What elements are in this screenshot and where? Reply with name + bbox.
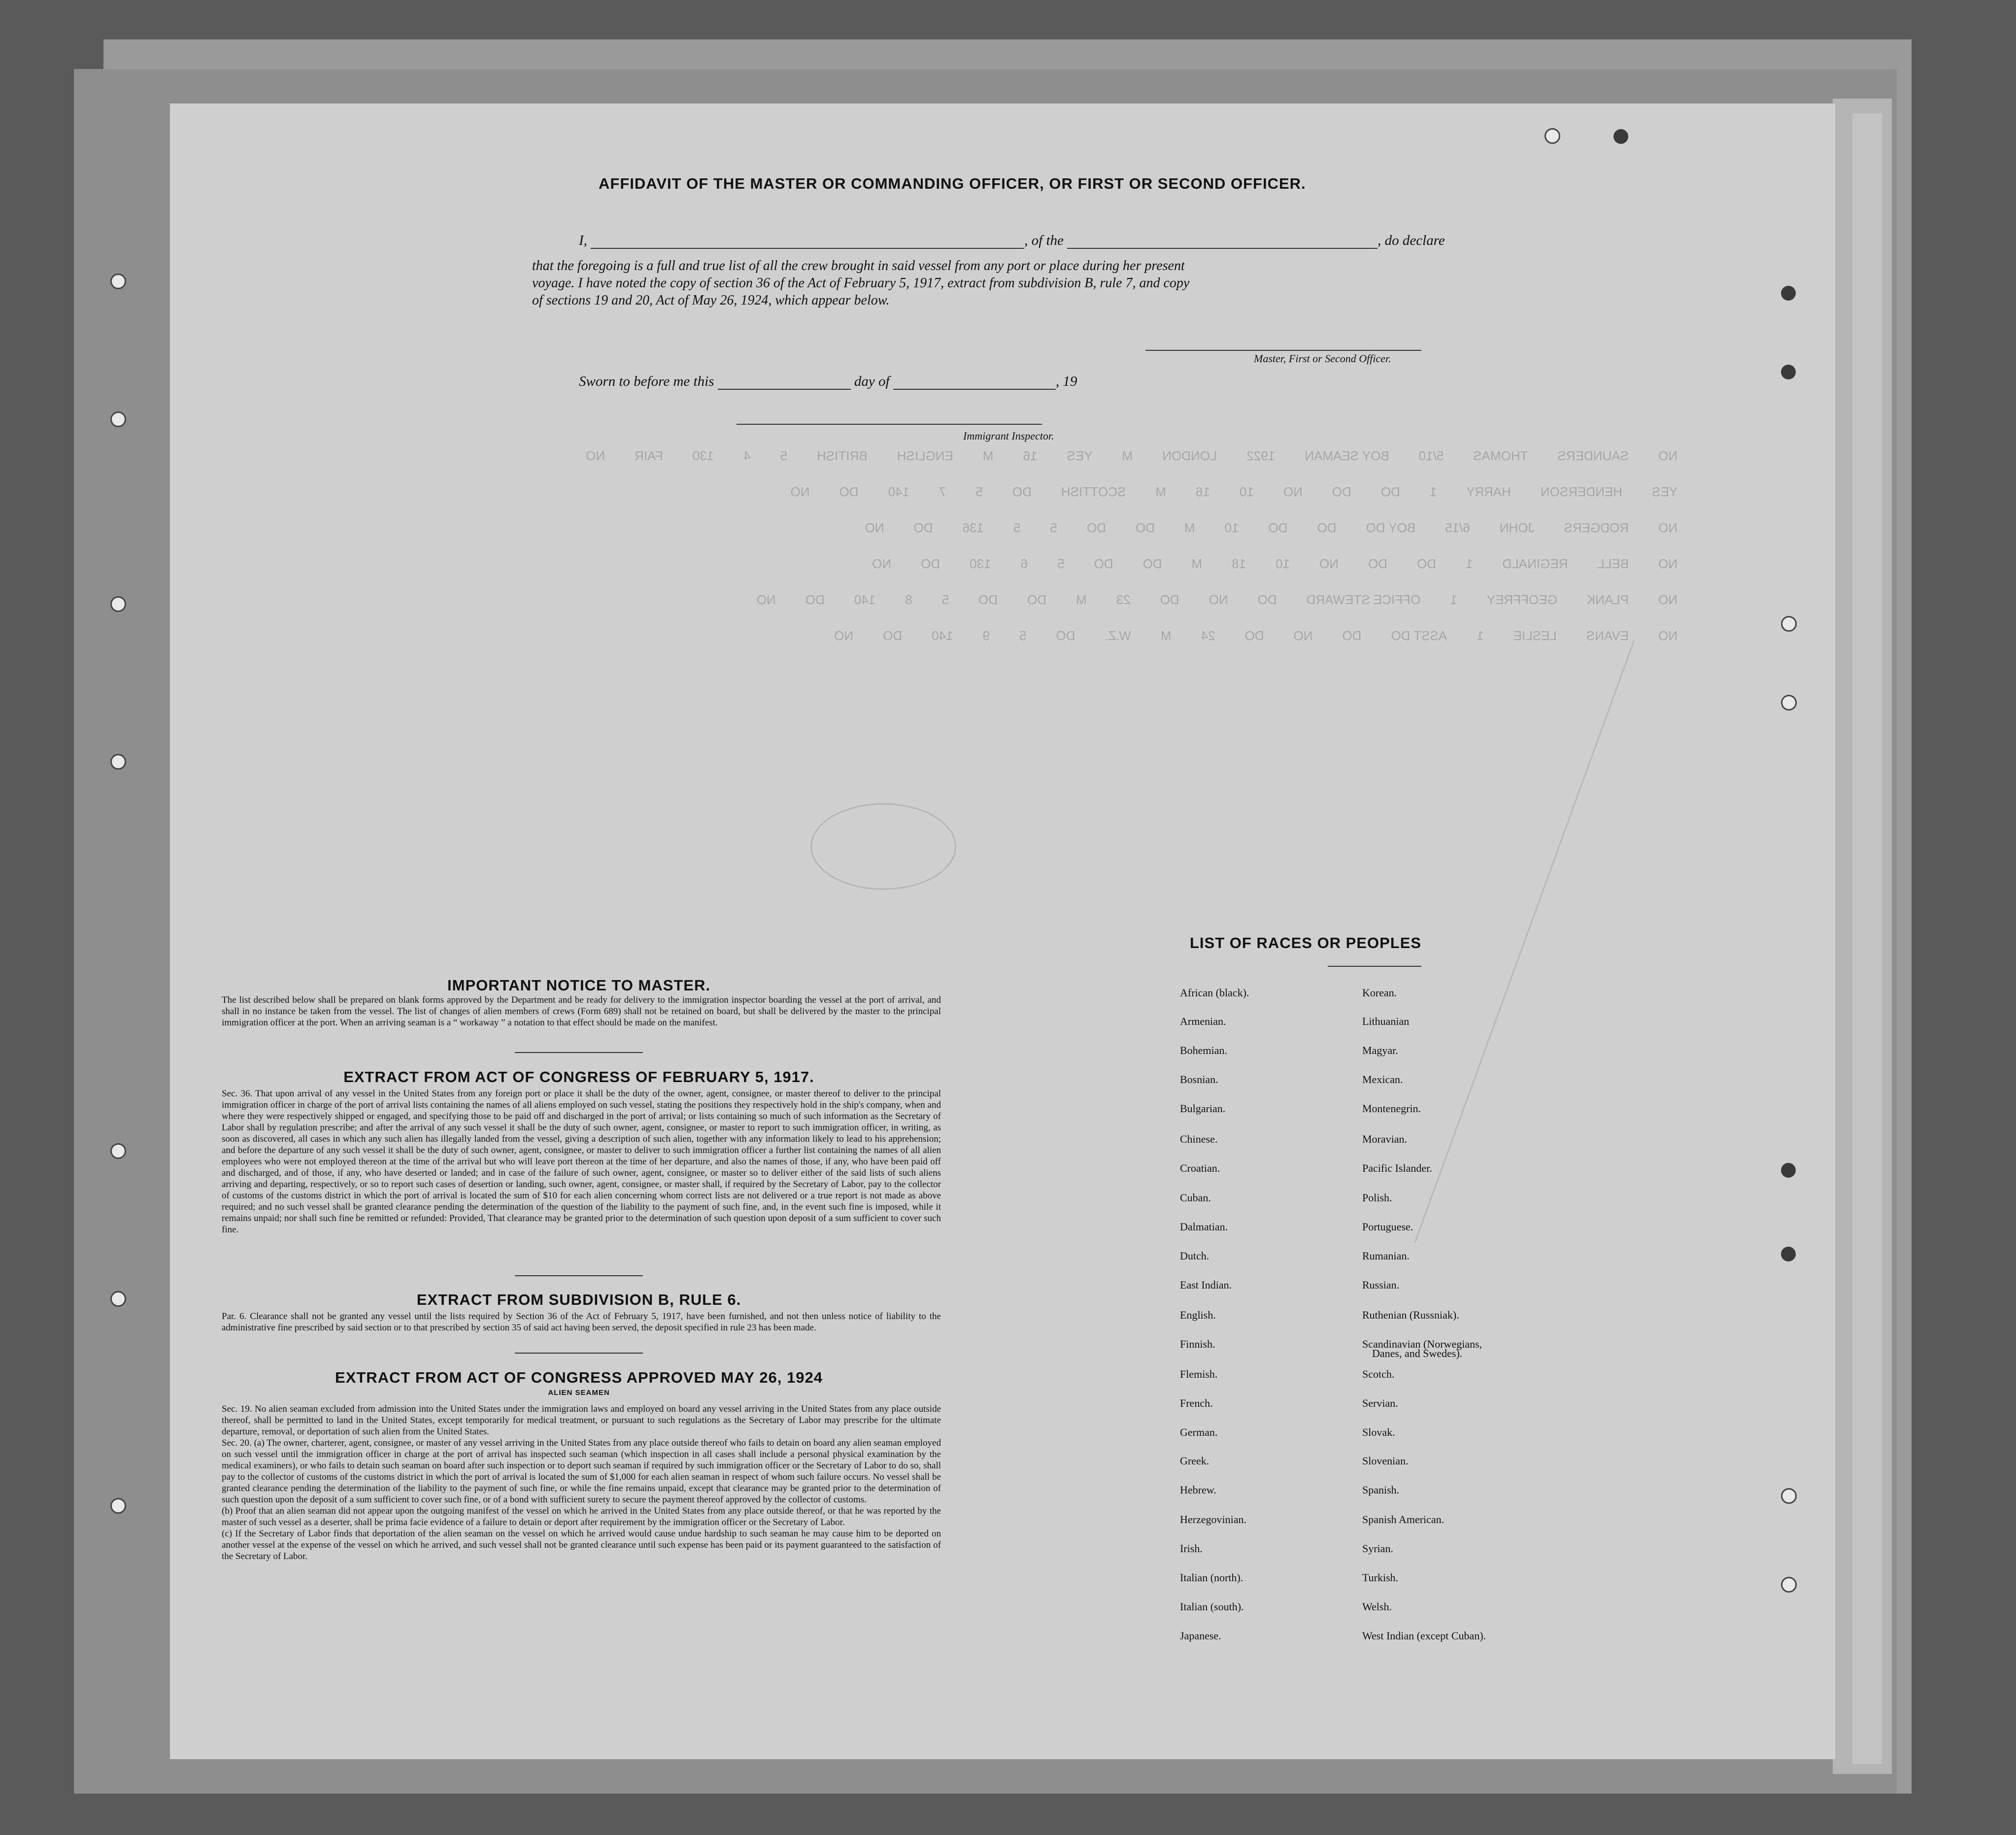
bleed-through-cell: NO xyxy=(1658,448,1678,463)
race-entry: Bulgarian. xyxy=(1180,1102,1226,1115)
bleed-through-cell: 5 xyxy=(780,448,788,463)
sworn-label: Sworn to before me this xyxy=(579,374,714,389)
bleed-through-cell: 1922 xyxy=(1246,448,1276,463)
race-entry: Mexican. xyxy=(1362,1073,1403,1086)
bleed-through-cell: 4 xyxy=(743,448,751,463)
bleed-through-cell: DO xyxy=(1142,556,1162,571)
bleed-through-cell: NO xyxy=(1209,592,1228,607)
bleed-through-cell: THOMAS xyxy=(1473,448,1528,463)
master-signature-caption: Master, First or Second Officer. xyxy=(1254,352,1391,365)
bleed-through-cell: DO xyxy=(1317,520,1337,535)
vessel-name-field[interactable] xyxy=(1067,234,1378,249)
sec-20b-text: (b) Proof that an alien seaman did not appear upon the outgoing manifest of the vessel on which he arrived in the United States from any place outside thereof, or that he was reported by the master of such vessel as a deserter, shall be prima facie evidence of a failure to detain or deport after requirement by the immigration officer or the Secretary of Labor. xyxy=(222,1506,941,1528)
bleed-through-cell: 10 xyxy=(1239,484,1254,499)
bleed-through-cell: M xyxy=(982,448,994,463)
bleed-through-cell: DO xyxy=(1368,556,1387,571)
affidavit-title: AFFIDAVIT OF THE MASTER OR COMMANDING OFFICER, OR FIRST OR SECOND OFFICER. xyxy=(599,175,1306,192)
notice-text: The list described below shall be prepared on blank forms approved by the Department and be ready for delivery to the immigration inspector boarding the vessel at the port of arrival, and shall in no instance be taken from the vessel. The list of changes of alien members of crews (Form 689) shall not be retained on board, but shall be delivered by the master to the principal immigration officer at the port. When an arriving seaman is a “ workaway ” a notation to that effect should be made on the manifest. xyxy=(222,995,941,1028)
bleed-through-cell: JOHN xyxy=(1499,520,1535,535)
bleed-through-cell: BRITISH xyxy=(817,448,868,463)
bleed-through-cell: NO xyxy=(1283,484,1303,499)
sworn-line xyxy=(579,374,1077,390)
bleed-through-cell: M xyxy=(1155,484,1166,499)
bleed-through-cell: 5 xyxy=(1019,628,1027,643)
bleed-through-cell: 16 xyxy=(1023,448,1038,463)
race-entry: Magyar. xyxy=(1362,1044,1398,1056)
bleed-through-cell: PLANK xyxy=(1586,592,1629,607)
bleed-through-cell: HARRY xyxy=(1466,484,1511,499)
bleed-through-cell: DO xyxy=(1268,520,1288,535)
declare-label: , do declare xyxy=(1378,233,1445,248)
divider xyxy=(515,1052,643,1053)
bleed-through-cell: M xyxy=(1122,448,1133,463)
race-entry: Bosnian. xyxy=(1180,1073,1218,1086)
bleed-through-cell: LESLIE xyxy=(1513,628,1557,643)
bleed-through-cell: NO xyxy=(756,592,776,607)
race-entry: Bohemian. xyxy=(1180,1044,1227,1056)
binder-hole-icon xyxy=(110,754,126,770)
sec-19-text: Sec. 19. No alien seaman excluded from admission into the United States under the immigration laws and employed on board any vessel arriving in the United States from any place outside thereof, shall be permitted to land in the United States, except temporarily for medical treatment, or pursuant to such regulations as the Secretary of Labor may prescribe for the ultimate departure, removal, or deportation of such alien from the United States. xyxy=(222,1404,941,1437)
binder-hole-icon xyxy=(1781,1247,1796,1261)
bleed-through-cell: 8 xyxy=(905,592,912,607)
bleed-through-cell: 130 xyxy=(970,556,991,571)
bleed-through-cell: ASST DO xyxy=(1391,628,1447,643)
bleed-through-crew-list xyxy=(377,448,1678,660)
binder-hole-icon xyxy=(110,273,126,289)
divider xyxy=(1328,966,1421,967)
subdivision-text: Par. 6. Clearance shall not be granted any vessel until the lists required by Section 36 of the Act of February 5, 1917, have been furnished, and not then unless notice of liability to the administrative fine prescribed by said section or to that prescribed by section 35 of said act having been served, the deposit specified in rule 23 has been made. xyxy=(222,1311,941,1333)
race-entry: Armenian. xyxy=(1180,1015,1226,1027)
sec-20a-text: Sec. 20. (a) The owner, charterer, agent, consignee, or master of any vessel arriving in the United States from any place outside thereof who fails to detain on board any alien seaman employed on such vessel until the immigration officer in charge at the port of arrival has inspected such seaman (which inspection in all cases shall include a personal physical examination by the medical examiners), or who fails to detain such seaman on board after such inspection or to deport such seaman if required by such immigration officer or the Secretary of Labor to do so, shall pay to the collector of customs of the customs district in which the port of arrival is located the sum of $1,000 for each alien seaman in respect of whom such failure occurs. No vessel shall be granted clearance pending the determination of the liability to the payment of such fine, or while the fine remains unpaid, except that clearance may be granted prior to the determination of such question upon the deposit of a sum sufficient to cover such fine, or of a bond with sufficient surety to secure the payment thereof approved by the collector of customs. xyxy=(222,1438,941,1505)
bleed-through-cell: NO xyxy=(585,448,605,463)
bleed-through-row xyxy=(842,556,1678,572)
bleed-through-row xyxy=(727,592,1678,608)
divider xyxy=(515,1353,643,1354)
bleed-through-cell: 5 xyxy=(1013,520,1021,535)
race-entry: Ruthenian (Russniak). xyxy=(1362,1309,1459,1321)
bleed-through-cell: 16 xyxy=(1195,484,1210,499)
bleed-through-cell: 10 xyxy=(1276,556,1290,571)
bleed-through-cell: 9 xyxy=(982,628,990,643)
race-entry: French. xyxy=(1180,1397,1213,1409)
bleed-through-cell: RODGERS xyxy=(1564,520,1629,535)
bleed-through-row xyxy=(556,448,1678,464)
bleed-through-cell: 5 xyxy=(975,484,983,499)
inspector-signature-line[interactable] xyxy=(737,424,1042,425)
race-entry: Spanish American. xyxy=(1362,1513,1445,1526)
bleed-through-cell: FAIR xyxy=(634,448,663,463)
bleed-through-cell: LONDON xyxy=(1162,448,1217,463)
bleed-through-cell: DO xyxy=(1332,484,1351,499)
affidavit-body-line: of sections 19 and 20, Act of May 26, 1924, which appear below. xyxy=(532,293,890,308)
bleed-through-cell: OFFICE STEWARD xyxy=(1306,592,1421,607)
declarant-prefix: I, xyxy=(579,233,587,248)
binder-hole-icon xyxy=(1781,1577,1797,1593)
extract-1924-subtitle: ALIEN SEAMEN xyxy=(548,1389,610,1397)
race-entry: Turkish. xyxy=(1362,1571,1399,1584)
bleed-through-cell: NO xyxy=(1319,556,1339,571)
bleed-through-cell: M xyxy=(1160,628,1172,643)
bleed-through-cell: ENGLISH xyxy=(897,448,953,463)
race-entry: Hebrew. xyxy=(1180,1484,1216,1496)
bleed-through-cell: 5/10 xyxy=(1418,448,1444,463)
race-entry: Russian. xyxy=(1362,1279,1400,1291)
race-entry: Syrian. xyxy=(1362,1542,1393,1555)
bleed-through-cell: 5 xyxy=(1057,556,1065,571)
bleed-through-row xyxy=(836,520,1678,536)
bleed-through-cell: SAUNDERS xyxy=(1557,448,1629,463)
bleed-through-cell: 18 xyxy=(1232,556,1246,571)
affidavit-body xyxy=(532,257,1626,309)
binder-hole-icon xyxy=(110,1143,126,1159)
race-entry: Pacific Islander. xyxy=(1362,1162,1432,1174)
bleed-through-cell: HENDERSON xyxy=(1540,484,1622,499)
race-entry: Scandinavian (Norwegians, xyxy=(1362,1338,1482,1350)
bleed-through-cell: DO xyxy=(1160,592,1179,607)
bleed-through-cell: 23 xyxy=(1116,592,1131,607)
bleed-through-cell: 7 xyxy=(939,484,946,499)
day-of-label: day of xyxy=(854,374,890,389)
race-entry: West Indian (except Cuban). xyxy=(1362,1630,1486,1642)
race-entry: Flemish. xyxy=(1180,1368,1218,1380)
bleed-through-cell: NO xyxy=(865,520,884,535)
bleed-through-cell: BOY DO xyxy=(1366,520,1416,535)
bleed-through-cell: BOY SEAMAN xyxy=(1305,448,1389,463)
bleed-through-cell: 5 xyxy=(941,592,949,607)
bleed-through-cell: 130 xyxy=(692,448,714,463)
bleed-through-cell: NO xyxy=(790,484,810,499)
bleed-through-cell: DO xyxy=(883,628,903,643)
bleed-through-cell: DO xyxy=(913,520,933,535)
bleed-through-cell: NO xyxy=(1658,592,1678,607)
back-sheet-edge xyxy=(1852,113,1882,1764)
faint-stamp-icon xyxy=(810,803,956,890)
bleed-through-cell: DO xyxy=(1380,484,1400,499)
race-entry: Spanish. xyxy=(1362,1484,1400,1496)
divider xyxy=(515,1275,643,1276)
bleed-through-cell: 1 xyxy=(1450,592,1457,607)
race-entry: Chinese. xyxy=(1180,1133,1218,1145)
inspector-signature-caption: Immigrant Inspector. xyxy=(963,430,1054,442)
extract-1917-title: EXTRACT FROM ACT OF CONGRESS OF FEBRUARY 5, 1917. xyxy=(343,1068,814,1086)
race-entry: Japanese. xyxy=(1180,1630,1221,1642)
bleed-through-cell: NO xyxy=(1658,628,1678,643)
bleed-through-cell: DO xyxy=(978,592,998,607)
binder-hole-icon xyxy=(110,1291,126,1307)
races-title: LIST OF RACES OR PEOPLES xyxy=(1190,934,1422,951)
bleed-through-cell: NO xyxy=(1293,628,1313,643)
extract-1917-text: Sec. 36. That upon arrival of any vessel in the United States from any foreign port or place it shall be the duty of the owner, agent, consignee, or master thereof to deliver to the principal immigration officer in charge of the port of arrival lists containing the names of all aliens employed on such vessel, stating the positions they respectively hold in the ship's company, when and where they were respectively shipped or engaged, and specifying those to be paid off and discharged in the port of arrival; or lists containing so much of such information as the Secretary of Labor shall by regulation prescribe; and after the arrival of any such vessel it shall be the duty of such owner, agent, consignee, or master to report to such immigration officer, in writing, as soon as discovered, all cases in which any such alien has illegally landed from the vessel, giving a description of such alien, together with any information likely to lead to his apprehension; and before the departure of any such vessel it shall be the duty of such owner, agent, consignee, or master to deliver to such immigration officer a further list containing the names of all alien employees who were not employed thereon at the time of the arrival but who will leave port thereon at the time of her departure, and also the names of those, if any, who have been paid off and discharged, and of those, if any, who have deserted or landed; and in case of the failure of such owner, agent, consignee, or master so to deliver either of the said lists of such aliens arriving and departing, respectively, or so to report such cases of desertion or landing, such owner, agent, consignee, or master shall, if required by the Secretary of Labor, pay to the collector of customs of the customs district in which the port of arrival is located the sum of $10 for each alien concerning whom correct lists are not delivered or a true report is not made as above required; and no such vessel shall be granted clearance pending the determination of the question of the liability to the payment of such fine, and, in the event such fine is imposed, while it remains unpaid; nor shall such fine be remitted or refunded: Provided, That clearance may be granted prior to the determination of such question upon deposit of a sum sufficient to cover such fine. xyxy=(222,1088,941,1235)
declarant-name-field[interactable] xyxy=(591,234,1024,249)
race-entry: Polish. xyxy=(1362,1191,1392,1204)
extract-1924-title: EXTRACT FROM ACT OF CONGRESS APPROVED MAY 26, 1924 xyxy=(335,1369,823,1386)
bleed-through-cell: 140 xyxy=(932,628,953,643)
race-entry: Slovenian. xyxy=(1362,1455,1409,1467)
affidavit-body-line: that the foregoing is a full and true list of all the crew brought in said vessel from any port or place during her present xyxy=(532,258,1185,273)
bleed-through-cell: 5 xyxy=(1050,520,1057,535)
race-entry: Italian (south). xyxy=(1180,1600,1244,1613)
sworn-month-field[interactable] xyxy=(893,375,1056,390)
extract-1924-text xyxy=(222,1403,941,1562)
declaration-line xyxy=(579,233,1638,249)
race-entry: Moravian. xyxy=(1362,1133,1408,1145)
bleed-through-cell: M xyxy=(1191,556,1203,571)
bleed-through-cell: NO xyxy=(834,628,854,643)
bleed-through-cell: DO xyxy=(1086,520,1106,535)
race-entry: Portuguese. xyxy=(1362,1221,1413,1233)
race-entry: Dutch. xyxy=(1180,1250,1210,1262)
bleed-through-cell: YES xyxy=(1067,448,1093,463)
bleed-through-cell: DO xyxy=(1244,628,1264,643)
bleed-through-cell: DO xyxy=(1257,592,1277,607)
bleed-through-cell: DO xyxy=(839,484,859,499)
bleed-through-cell: DO xyxy=(1027,592,1047,607)
race-entry: Cuban. xyxy=(1180,1191,1211,1204)
bleed-through-cell: 1 xyxy=(1466,556,1473,571)
bleed-through-cell: DO xyxy=(1056,628,1075,643)
bleed-through-cell: W.Z. xyxy=(1105,628,1131,643)
binder-hole-icon xyxy=(1781,1488,1797,1504)
race-entry: African (black). xyxy=(1180,986,1249,999)
bleed-through-cell: 24 xyxy=(1201,628,1215,643)
race-entry: East Indian. xyxy=(1180,1279,1232,1291)
binder-hole-icon xyxy=(1781,286,1796,301)
of-the-label: , of the xyxy=(1024,233,1064,248)
bleed-through-cell: DO xyxy=(921,556,941,571)
bleed-through-cell: M xyxy=(1184,520,1195,535)
bleed-through-cell: 6 xyxy=(1020,556,1028,571)
bleed-through-cell: NO xyxy=(872,556,892,571)
master-signature-line[interactable] xyxy=(1145,350,1421,351)
bleed-through-cell: SCOTTISH xyxy=(1061,484,1126,499)
race-entry: Servian. xyxy=(1362,1397,1398,1409)
bleed-through-cell: 6/15 xyxy=(1445,520,1470,535)
bleed-through-cell: EVANS xyxy=(1586,628,1629,643)
bleed-through-cell: 136 xyxy=(962,520,984,535)
race-entry: Welsh. xyxy=(1362,1600,1392,1613)
race-entry: Korean. xyxy=(1362,986,1397,999)
race-entry: Italian (north). xyxy=(1180,1571,1243,1584)
pencil-stroke xyxy=(1414,641,1634,1243)
bleed-through-cell: YES xyxy=(1651,484,1678,499)
bleed-through-cell: NO xyxy=(1658,556,1678,571)
year-label: , 19 xyxy=(1055,374,1077,389)
bleed-through-cell: M xyxy=(1076,592,1087,607)
bleed-through-cell: DO xyxy=(805,592,825,607)
bleed-through-cell: GEOFFREY xyxy=(1486,592,1557,607)
binder-hole-icon xyxy=(110,411,126,427)
binder-hole-icon xyxy=(1781,616,1797,632)
document-page xyxy=(170,103,1835,1759)
bleed-through-cell: REGINALD xyxy=(1502,556,1568,571)
binder-hole-icon xyxy=(110,596,126,612)
bleed-through-cell: DO xyxy=(1094,556,1113,571)
subdivision-title: EXTRACT FROM SUBDIVISION B, RULE 6. xyxy=(416,1291,741,1308)
bleed-through-cell: 10 xyxy=(1224,520,1239,535)
notice-title: IMPORTANT NOTICE TO MASTER. xyxy=(447,977,710,994)
race-entry: Herzegovinian. xyxy=(1180,1513,1246,1526)
race-entry: Rumanian. xyxy=(1362,1250,1410,1262)
binder-hole-icon xyxy=(1781,695,1797,711)
race-entry: Greek. xyxy=(1180,1455,1210,1467)
race-entry: Slovak. xyxy=(1362,1426,1395,1438)
bleed-through-cell: DO xyxy=(1417,556,1436,571)
bleed-through-cell: DO xyxy=(1135,520,1155,535)
bleed-through-cell: BELL xyxy=(1597,556,1629,571)
binder-hole-icon xyxy=(1781,1163,1796,1178)
sec-20c-text: (c) If the Secretary of Labor finds that deportation of the alien seaman on the vessel on which he arrived would cause undue hardship to such seaman he may cause him to be deported on another vessel at the expense of the vessel on which he arrived, and such vessel shall not be granted clearance until such expense has been paid or its payment guaranteed to the satisfaction of the Secretary of Labor. xyxy=(222,1529,941,1562)
binder-hole-icon xyxy=(1613,129,1628,144)
bleed-through-row xyxy=(761,484,1678,500)
binder-hole-icon xyxy=(1545,128,1560,144)
race-entry: Finnish. xyxy=(1180,1338,1215,1350)
bleed-through-row xyxy=(805,628,1678,644)
binder-hole-icon xyxy=(1781,365,1796,379)
affidavit-body-line: voyage. I have noted the copy of section 36 of the Act of February 5, 1917, extract from subdivision B, rule 7, and copy xyxy=(532,275,1190,291)
race-entry: Lithuanian xyxy=(1362,1015,1410,1027)
bleed-through-cell: 140 xyxy=(854,592,876,607)
race-entry: German. xyxy=(1180,1426,1218,1438)
binder-hole-icon xyxy=(110,1498,126,1514)
bleed-through-cell: 1 xyxy=(1477,628,1484,643)
race-entry: Dalmatian. xyxy=(1180,1221,1228,1233)
race-entry: Montenegrin. xyxy=(1362,1102,1421,1115)
race-entry: Croatian. xyxy=(1180,1162,1220,1174)
race-entry: Danes, and Swedes). xyxy=(1372,1347,1463,1359)
sworn-day-field[interactable] xyxy=(718,375,851,390)
race-entry: Irish. xyxy=(1180,1542,1203,1555)
bleed-through-cell: NO xyxy=(1658,520,1678,535)
bleed-through-cell: DO xyxy=(1012,484,1032,499)
race-entry: Scotch. xyxy=(1362,1368,1395,1380)
bleed-through-cell: 1 xyxy=(1429,484,1437,499)
bleed-through-cell: DO xyxy=(1342,628,1362,643)
race-entry: English. xyxy=(1180,1309,1216,1321)
bleed-through-cell: 140 xyxy=(888,484,909,499)
